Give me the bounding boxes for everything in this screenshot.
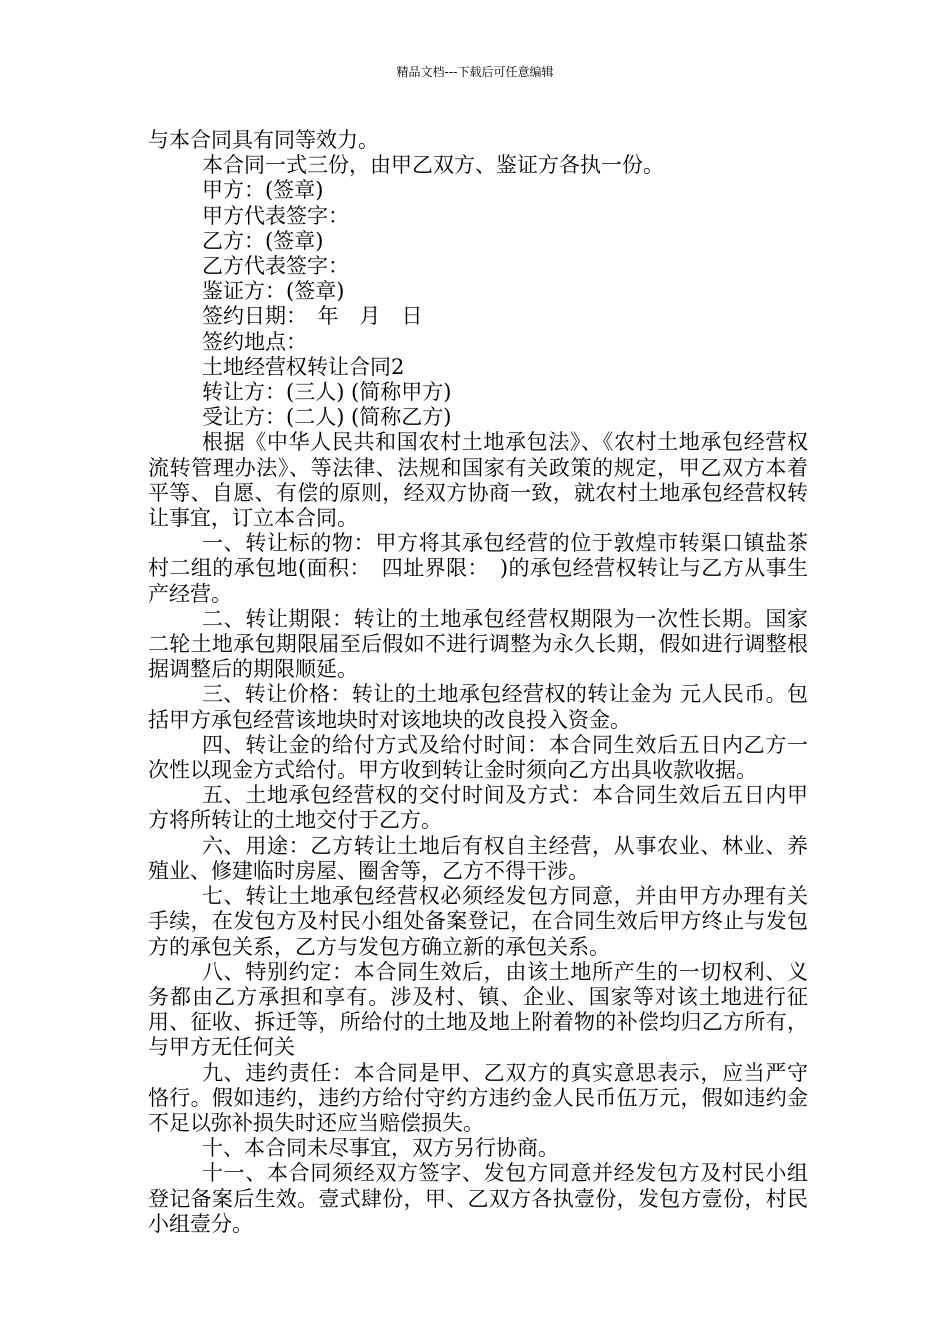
clause-7: 七、转让土地承包经营权必须经发包方同意，并由甲方办理有关手续，在发包方及村民小组处备案登记，在合同生效后甲方终止与发包方的承包关系，乙方与发包方确立新的承包关系。	[148, 884, 808, 959]
transferee-line: 受让方：(二人) (简称乙方)	[202, 405, 452, 430]
clause-8: 八、特别约定：本合同生效后，由该土地所产生的一切权利、义务都由乙方承担和享有。涉及村、镇、企业、国家等对该土地进行征用、征收、拆迁等，所给付的土地及地上附着物的补偿均归乙方所有，与甲方无任何关	[148, 959, 808, 1060]
preamble-paragraph: 根据《中华人民共和国农村土地承包法》、《农村土地承包经营权流转管理办法》、等法律、法规和国家有关政策的规定，甲乙双方本着平等、自愿、有偿的原则，经双方协商一致，就农村土地承包经营权转让事宜，订立本合同。	[148, 430, 808, 531]
signature-line-witness: 鉴证方：(签章)	[202, 279, 345, 304]
document-body	[148, 128, 808, 1237]
paragraph: 本合同一式三份，由甲乙双方、鉴证方各执一份。	[202, 153, 664, 178]
signing-date: 签约日期： 年 月 日	[202, 304, 423, 329]
clause-1: 一、转让标的物：甲方将其承包经营的位于敦煌市转渠口镇盐茶村二组的承包地(面积： 四址界限： )的承包经营权转让与乙方从事生产经营。	[148, 531, 808, 606]
clause-11: 十一、本合同须经双方签字、发包方同意并经发包方及村民小组登记备案后生效。壹式肆份，甲、乙双方各执壹份，发包方壹份，村民小组壹分。	[148, 1161, 808, 1236]
contract-title: 土地经营权转让合同2	[202, 354, 405, 379]
page-header: 精品文档---下载后可任意编辑	[396, 65, 554, 79]
paragraph: 与本合同具有同等效力。	[148, 128, 379, 152]
clause-9: 九、违约责任：本合同是甲、乙双方的真实意思表示，应当严守恪行。假如违约，违约方给付守约方违约金人民币伍万元，假如违约金不足以弥补损失时还应当赔偿损失。	[148, 1060, 808, 1135]
signature-line-party-b-rep: 乙方代表签字：	[202, 254, 349, 279]
clause-2: 二、转让期限：转让的土地承包经营权期限为一次性长期。国家二轮土地承包期限届至后假如不进行调整为永久长期，假如进行调整根据调整后的期限顺延。	[148, 606, 808, 682]
transferor-line: 转让方：(三人) (简称甲方)	[202, 380, 452, 405]
signature-line-party-a-rep: 甲方代表签字：	[202, 203, 349, 228]
signature-line-party-a: 甲方：(签章)	[202, 178, 324, 203]
signing-place: 签约地点：	[202, 329, 307, 354]
signature-line-party-b: 乙方：(签章)	[202, 228, 324, 253]
clause-3: 三、转让价格：转让的土地承包经营权的转让金为 元人民币。包括甲方承包经营该地块时对该地块的改良投入资金。	[148, 682, 808, 732]
clause-4: 四、转让金的给付方式及给付时间：本合同生效后五日内乙方一次性以现金方式给付。甲方收到转让金时须向乙方出具收款收据。	[148, 732, 808, 783]
clause-10: 十、本合同未尽事宜，双方另行协商。	[202, 1136, 559, 1161]
clause-6: 六、用途：乙方转让土地后有权自主经营，从事农业、林业、养殖业、修建临时房屋、圈舍等，乙方不得干涉。	[148, 833, 808, 883]
clause-5: 五、土地承包经营权的交付时间及方式：本合同生效后五日内甲方将所转让的土地交付于乙方。	[148, 783, 808, 833]
